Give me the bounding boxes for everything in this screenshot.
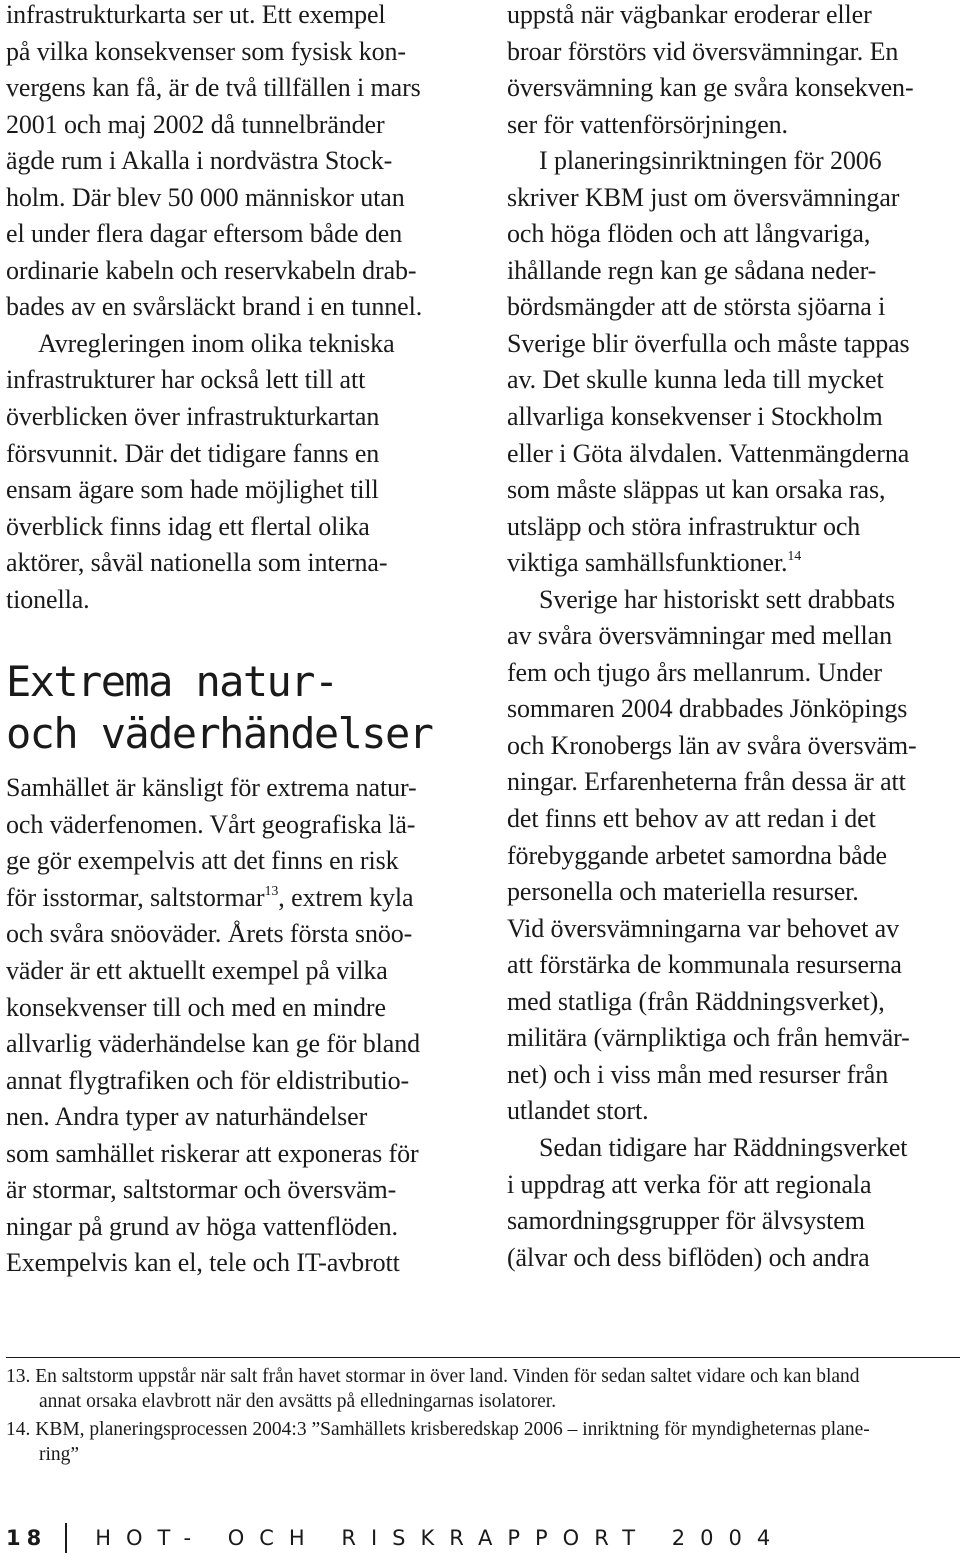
text-line: ordinarie kabeln och reservkabeln drab-: [6, 255, 417, 285]
text-line: av. Det skulle kunna leda till mycket: [507, 365, 884, 395]
left-paragraph-1: [6, 0, 462, 326]
text-line: och väderfenomen. Vårt geografiska lä-: [6, 809, 416, 839]
text-line: Sverige blir överfulla och måste tappas: [507, 328, 910, 358]
right-paragraph-4: [507, 1130, 955, 1276]
text-line: allvarliga konsekvenser i Stockholm: [507, 402, 883, 432]
footnote-13: [6, 1364, 956, 1414]
text-line: väder är ett aktuellt exempel på vilka: [6, 956, 388, 986]
footnote-14: [6, 1417, 956, 1467]
text-line: (älvar och dess biflöden) och andra: [507, 1242, 870, 1272]
section-heading: [6, 656, 462, 760]
text-span: för isstormar, saltstormar: [6, 882, 265, 912]
text-line: konsekvenser till och med en mindre: [6, 992, 386, 1022]
text-line: nen. Andra typer av naturhändelser: [6, 1102, 368, 1132]
text-line: bades av en svårsläckt brand i en tunnel.: [6, 292, 423, 322]
text-line: Vid översvämningarna var behovet av: [507, 913, 900, 943]
footnote-line: annat orsaka elavbrott när den avsätts på elledningarnas isolatorer.: [39, 1391, 557, 1412]
text-line: el under flera dagar eftersom både den: [6, 219, 403, 249]
text-line: och Kronobergs län av svåra översväm-: [507, 730, 917, 760]
text-line: bördsmängder att de största sjöarna i: [507, 292, 886, 322]
text-line: och svåra snöoväder. Årets första snöo-: [6, 919, 413, 949]
text-line: infrastrukturer har också lett till att: [6, 365, 366, 395]
text-line: personella och materiella resurser.: [507, 877, 859, 907]
text-line: net) och i viss mån med resurser från: [507, 1059, 889, 1089]
text-line: allvarlig väderhändelse kan ge för bland: [6, 1029, 420, 1059]
footnote-ref-14: 14: [787, 549, 802, 565]
text-span: viktiga samhällsfunktioner.: [507, 548, 788, 578]
text-line: I planeringsinriktningen för 2006: [539, 146, 882, 176]
text-line: med statliga (från Räddningsverket),: [507, 986, 885, 1016]
text-line: tionella.: [6, 584, 90, 614]
text-line: samordningsgrupper för älvsystem: [507, 1206, 865, 1236]
right-paragraph-3: [507, 582, 955, 1130]
text-line: uppstå när vägbankar eroderar eller: [507, 0, 872, 29]
text-line: sommaren 2004 drabbades Jönköpings: [507, 694, 908, 724]
text-span: , extrem kyla: [278, 882, 414, 912]
text-line: att förstärka de kommunala resurserna: [507, 950, 902, 980]
text-line: Avregleringen inom olika tekniska: [38, 328, 395, 358]
text-line: ensam ägare som hade möjlighet till: [6, 475, 379, 505]
text-line: fem och tjugo års mellanrum. Under: [507, 657, 882, 687]
text-line: som samhället riskerar att exponeras för: [6, 1138, 419, 1168]
text-line: utlandet stort.: [507, 1096, 649, 1126]
footer-separator: [65, 1523, 67, 1553]
running-title: HOT- OCH RISKRAPPORT 2004: [95, 1526, 786, 1550]
text-line: broar förstörs vid översvämningar. En: [507, 36, 899, 66]
footnote-divider: [6, 1357, 960, 1358]
heading-line: Extrema natur-: [6, 657, 338, 707]
text-line: av svåra översvämningar med mellan: [507, 621, 893, 651]
text-line: ser för vattenförsörjningen.: [507, 109, 788, 139]
text-line: förebyggande arbetet samordna både: [507, 840, 887, 870]
left-column: [6, 0, 462, 1282]
text-line: eller i Göta älvdalen. Vattenmängderna: [507, 438, 910, 468]
footnote-line: ring”: [39, 1444, 80, 1465]
left-paragraph-2: [6, 326, 462, 618]
text-line: ge gör exempelvis att det finns en risk: [6, 846, 399, 876]
text-line: överblick finns idag ett flertal olika: [6, 511, 370, 541]
footnote-line: 14. KBM, planeringsprocessen 2004:3 ”Samhällets krisberedskap 2006 – inriktning för myndigheternas plane-: [6, 1419, 870, 1440]
text-line: annat flygtrafiken och för eldistributio-: [6, 1065, 410, 1095]
text-line: översvämning kan ge svåra konsekven-: [507, 73, 914, 103]
text-line: aktörer, såväl nationella som interna-: [6, 548, 388, 578]
text-line: försvunnit. Där det tidigare fanns en: [6, 438, 380, 468]
text-line: [6, 880, 462, 917]
right-paragraph-2: [507, 143, 955, 582]
text-line: skriver KBM just om översvämningar: [507, 182, 900, 212]
text-line: ningar på grund av höga vattenflöden.: [6, 1211, 398, 1241]
text-line: ägde rum i Akalla i nordvästra Stock-: [6, 146, 393, 176]
text-line: i uppdrag att verka för att regionala: [507, 1169, 872, 1199]
text-line: är stormar, saltstormar och översväm-: [6, 1175, 397, 1205]
text-line: som måste släppas ut kan orsaka ras,: [507, 475, 886, 505]
text-line: det finns ett behov av att redan i det: [507, 804, 876, 834]
text-line: ningar. Erfarenheterna från dessa är att: [507, 767, 906, 797]
footnote-ref-13: 13: [264, 883, 279, 899]
text-line: 2001 och maj 2002 då tunnelbränder: [6, 109, 385, 139]
text-line: Sedan tidigare har Räddningsverket: [539, 1132, 908, 1162]
text-line: vergens kan få, är de två tillfällen i mars: [6, 73, 421, 103]
text-line: och höga flöden och att långvariga,: [507, 219, 871, 249]
text-line: överblicken över infrastrukturkartan: [6, 402, 380, 432]
right-column: [507, 0, 955, 1276]
text-line: holm. Där blev 50 000 människor utan: [6, 182, 405, 212]
text-line: ihållande regn kan ge sådana neder-: [507, 255, 877, 285]
text-line: [507, 545, 955, 582]
text-line: Sverige har historiskt sett drabbats: [539, 584, 895, 614]
left-paragraph-3: [6, 770, 462, 1282]
text-line: Samhället är känsligt för extrema natur-: [6, 773, 417, 803]
footnote-line: 13. En saltstorm uppstår när salt från havet stormar in över land. Vinden för sedan saltet vidare och kan bland: [6, 1366, 860, 1387]
page-number: 18: [6, 1526, 48, 1550]
text-line: Exempelvis kan el, tele och IT-avbrott: [6, 1248, 400, 1278]
text-line: militära (värnpliktiga och från hemvär-: [507, 1023, 910, 1053]
text-line: på vilka konsekvenser som fysisk kon-: [6, 36, 406, 66]
text-line: infrastrukturkarta ser ut. Ett exempel: [6, 0, 386, 29]
page-footer: [6, 1518, 785, 1558]
right-paragraph-1: [507, 0, 955, 143]
heading-line: och väderhändelser: [6, 709, 433, 759]
text-line: utsläpp och störa infrastruktur och: [507, 511, 861, 541]
